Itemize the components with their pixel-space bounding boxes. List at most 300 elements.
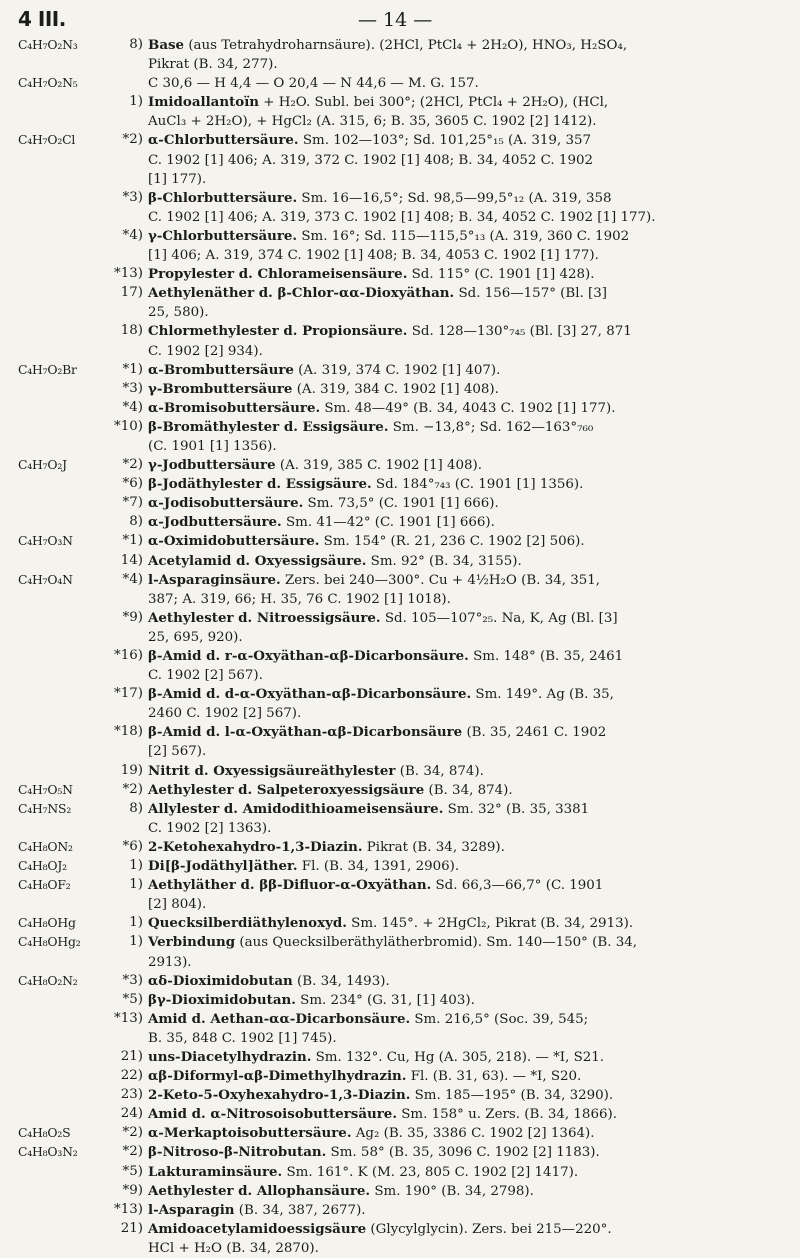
entry-body [106, 647, 788, 666]
compound-name: Lakturaminsäure. [148, 1163, 283, 1180]
entry-line [18, 762, 788, 781]
entry-line [18, 800, 788, 819]
entry-number: 1) [129, 94, 143, 110]
compound-details: Sm. 73,5° (C. 1901 [1] 666). [303, 496, 499, 512]
entry-body [106, 1010, 788, 1029]
entry-body [106, 322, 788, 341]
entry-body [106, 1029, 788, 1048]
compound-details: Sd. 156—157° (Bl. [3] [454, 286, 607, 302]
compound-name: β-Amid d. d-α-Oxyäthan-αβ-Dicarbonsäure. [148, 686, 472, 703]
compound-details: Sm. 145°. + 2HgCl₂, Pikrat (B. 34, 2913). [346, 916, 634, 932]
compound-details: (A. 319, 374 C. 1902 [1] 407). [293, 362, 501, 378]
entry-text [148, 762, 788, 781]
compound-details: Sm. 190° (B. 34, 2798). [370, 1183, 534, 1199]
compound-name: Amid d. Aethan-αα-Dicarbonsäure. [148, 1010, 411, 1027]
compound-name: Base [148, 37, 185, 53]
entry-text [148, 666, 788, 685]
formula-label: C₄H₇O₅N [18, 781, 73, 797]
formula-label: C₄H₈O₂S [18, 1125, 71, 1141]
entry-number: 1) [129, 934, 143, 950]
entry-line [18, 838, 788, 857]
entry-body [106, 399, 788, 418]
entry-line [18, 1163, 788, 1182]
entry-body [106, 953, 788, 972]
entry-body [106, 1086, 788, 1105]
compound-details: Fl. (B. 31, 63). — *I, S20. [406, 1069, 582, 1085]
formula-label: C₄H₈OJ₂ [18, 858, 67, 874]
compound-details: Sm. 32° (B. 35, 3381 [443, 801, 590, 817]
entry-body [106, 380, 788, 399]
entry-number: *7) [122, 495, 143, 511]
entry-body [106, 189, 788, 208]
entry-body [106, 571, 788, 590]
entry-body [106, 590, 788, 609]
compound-name: γ-Jodbuttersäure [148, 457, 276, 474]
entry-body [106, 513, 788, 532]
entry-line [18, 1143, 788, 1162]
compound-details: (B. 34, 1493). [292, 973, 390, 989]
compound-name: αδ-Dioximidobutan [148, 972, 293, 989]
compound-name: β-Amid d. r-α-Oxyäthan-αβ-Dicarbonsäure. [148, 648, 469, 664]
entry-number: *5) [122, 1163, 143, 1179]
entry-number: *13) [114, 266, 143, 282]
entry-text [148, 74, 788, 93]
entry-number [106, 953, 148, 972]
compound-details: 2460 C. 1902 [2] 567). [148, 706, 302, 722]
entry-text [148, 972, 788, 991]
entry-line [18, 1239, 788, 1258]
entry-number: *3) [122, 189, 143, 205]
compound-details: (B. 35, 2461 C. 1902 [462, 725, 607, 741]
entry-text [148, 991, 788, 1010]
entry-line [18, 93, 788, 112]
entry-line [18, 151, 788, 170]
entry-line [18, 36, 788, 55]
compound-details: Sm. 158° u. Zers. (B. 34, 1866). [396, 1107, 617, 1123]
compound-details: Sm. 234° (G. 31, [1] 403). [295, 992, 475, 1008]
entry-text [148, 532, 788, 551]
entry-body [106, 1182, 788, 1201]
entry-number [106, 437, 148, 456]
entry-line [18, 991, 788, 1010]
entry-text [148, 227, 788, 246]
compound-details: Sd. 128—130°₇₄₅ (Bl. [3] 27, 871 [407, 324, 632, 340]
compound-details: Sd. 184°₇₄₃ (C. 1901 [1] 1356). [371, 477, 584, 493]
entry-number [106, 246, 148, 265]
entry-number: *1) [122, 533, 143, 549]
compound-name: β-Jodäthylester d. Essigsäure. [148, 476, 372, 493]
compound-name: α-Chlorbuttersäure. [148, 132, 299, 149]
entry-number: 24) [120, 1106, 143, 1122]
entry-text [148, 914, 788, 933]
entry-number: *2) [122, 457, 143, 473]
entry-line [18, 1124, 788, 1143]
entry-body [106, 93, 788, 112]
formula-label: C₄H₈OF₂ [18, 877, 71, 893]
entry-line [18, 895, 788, 914]
entry-number: 21) [120, 1220, 143, 1236]
formula-label: C₄H₇O₄N [18, 571, 73, 587]
entry-text [148, 1067, 788, 1086]
entry-text [148, 742, 788, 761]
entry-body [106, 1105, 788, 1124]
entry-line [18, 322, 788, 341]
entry-line [18, 609, 788, 628]
formula-label: C₄H₇O₂J [18, 457, 67, 473]
entry-number: *13) [114, 1201, 143, 1217]
entry-text [148, 1029, 788, 1048]
compound-name: α-Bromisobuttersäure. [148, 399, 321, 416]
entry-text [148, 1239, 788, 1258]
entry-text [148, 819, 788, 838]
entry-text [148, 800, 788, 819]
entry-text [148, 1163, 788, 1182]
entry-number [106, 628, 148, 647]
entry-body [106, 494, 788, 513]
entry-body [106, 800, 788, 819]
entry-body [106, 876, 788, 895]
compound-name: β-Chlorbuttersäure. [148, 189, 298, 206]
compound-details: Pikrat (B. 34, 277). [148, 57, 278, 73]
entry-number: 1) [129, 858, 143, 874]
entry-line [18, 590, 788, 609]
entry-line [18, 571, 788, 590]
entry-number: 17) [120, 285, 143, 301]
entry-body [106, 666, 788, 685]
entry-line [18, 953, 788, 972]
entry-body [106, 418, 788, 437]
entry-line [18, 456, 788, 475]
entry-text [148, 1105, 788, 1124]
entry-number: *9) [122, 1182, 143, 1198]
entry-line [18, 494, 788, 513]
entry-text [148, 953, 788, 972]
entry-text [148, 1048, 788, 1067]
entry-line [18, 972, 788, 991]
entry-body [106, 208, 788, 227]
entry-body [106, 361, 788, 380]
entry-line [18, 1067, 788, 1086]
entry-text [148, 55, 788, 74]
entry-line [18, 628, 788, 647]
compound-name: Allylester d. Amidodithioameisensäure. [148, 800, 444, 817]
entry-number: *4) [122, 399, 143, 415]
formula-label: C₄H₈O₂N₂ [18, 972, 78, 988]
compound-details: Sm. 16°; Sd. 115—115,5°₁₃ (A. 319, 360 C. 1902 [297, 228, 630, 244]
entry-body [106, 723, 788, 742]
compound-name: Aethyläther d. ββ-Difluor-α-Oxyäthan. [148, 877, 432, 894]
compound-details: Pikrat (B. 34, 3289). [362, 839, 505, 855]
entry-text [148, 1124, 788, 1143]
entry-body [106, 36, 788, 55]
entry-text [148, 552, 788, 571]
compound-name: α-Brombuttersäure [148, 361, 294, 378]
entry-body [106, 55, 788, 74]
entry-number [106, 170, 148, 189]
compound-details: Sm. 41—42° (C. 1901 [1] 666). [281, 515, 495, 531]
entry-number [106, 342, 148, 361]
compound-details: (B. 34, 874). [424, 782, 513, 798]
entry-text [148, 1182, 788, 1201]
entry-body [106, 628, 788, 647]
compound-name: l-Asparagin [148, 1201, 235, 1218]
entry-text [148, 36, 788, 55]
compound-name: βγ-Dioximidobutan. [148, 991, 296, 1008]
entry-text [148, 704, 788, 723]
entry-text [148, 723, 788, 742]
compound-details: C. 1902 [1] 406; A. 319, 373 C. 1902 [1] 408; B. 34, 4052 C. 1902 [1] 177). [148, 209, 656, 225]
compound-name: α-Merkaptoisobuttersäure. [148, 1125, 352, 1142]
entry-number [106, 704, 148, 723]
entry-line [18, 742, 788, 761]
compound-details: Sm. 92° (B. 34, 3155). [366, 553, 522, 569]
compound-name: l-Asparaginsäure. [148, 571, 281, 588]
compound-details: Sd. 105—107°₂₅. Na, K, Ag (Bl. [3] [380, 610, 618, 626]
entry-line [18, 74, 788, 93]
entry-line [18, 723, 788, 742]
entry-text [148, 322, 788, 341]
compound-details: (aus Quecksilberäthylätherbromid). Sm. 140—150° (B. 34, [235, 935, 638, 951]
entry-body [106, 933, 788, 952]
entry-line [18, 380, 788, 399]
entry-body [106, 265, 788, 284]
entry-number: *17) [114, 686, 143, 702]
page-header [18, 7, 788, 33]
compound-name: β-Bromäthylester d. Essigsäure. [148, 418, 389, 435]
entry-body [106, 1143, 788, 1162]
entry-text [148, 189, 788, 208]
entry-line [18, 170, 788, 189]
entry-line [18, 1105, 788, 1124]
entry-line [18, 914, 788, 933]
compound-name: Nitrit d. Oxyessigsäureäthylester [148, 762, 396, 779]
compound-details: Sm. 132°. Cu, Hg (A. 305, 218). — *I, S21. [311, 1049, 605, 1065]
entry-body [106, 170, 788, 189]
entry-line [18, 1220, 788, 1239]
entry-number: *4) [122, 227, 143, 243]
compound-details: Sm. 154° (R. 21, 236 C. 1902 [2] 506). [319, 534, 585, 550]
entry-number [106, 55, 148, 74]
compound-details: (B. 34, 874). [395, 763, 484, 779]
compound-details: Sd. 115° (C. 1901 [1] 428). [407, 267, 595, 283]
compound-details: HCl + H₂O (B. 34, 2870). [148, 1240, 319, 1256]
entry-body [106, 1067, 788, 1086]
formula-label: C₄H₈O₃N₂ [18, 1144, 78, 1160]
entry-text [148, 781, 788, 800]
compound-name: α-Jodisobuttersäure. [148, 495, 304, 512]
compound-details: C. 1902 [2] 1363). [148, 820, 272, 836]
entry-text [148, 590, 788, 609]
entry-line [18, 418, 788, 437]
entry-text [148, 246, 788, 265]
compound-details: [2] 567). [148, 744, 207, 760]
compound-name: α-Jodbuttersäure. [148, 514, 282, 531]
entry-line [18, 265, 788, 284]
entry-text [148, 1220, 788, 1239]
entry-body [106, 1163, 788, 1182]
entry-line [18, 857, 788, 876]
entry-body [106, 991, 788, 1010]
entry-text [148, 933, 788, 952]
entry-number [106, 112, 148, 131]
entry-number [106, 303, 148, 322]
entry-body [106, 685, 788, 704]
entry-number: 1) [129, 877, 143, 893]
entry-number: *9) [122, 609, 143, 625]
entry-line [18, 666, 788, 685]
entry-body [106, 475, 788, 494]
entry-body [106, 704, 788, 723]
compound-details: Sd. 66,3—66,7° (C. 1901 [431, 878, 604, 894]
entry-line [18, 284, 788, 303]
entry-line [18, 1201, 788, 1220]
entry-text [148, 1010, 788, 1029]
compound-details: Sm. 16—16,5°; Sd. 98,5—99,5°₁₂ (A. 319, 358 [297, 190, 612, 206]
entry-number: *5) [122, 991, 143, 1007]
formula-label: C₄H₇O₂Br [18, 361, 77, 377]
entry-body [106, 456, 788, 475]
entry-text [148, 399, 788, 418]
compound-name: γ-Chlorbuttersäure. [148, 227, 298, 244]
entry-line [18, 781, 788, 800]
entry-number [106, 819, 148, 838]
entry-line [18, 1086, 788, 1105]
entry-number: *2) [122, 781, 143, 797]
compound-name: Aethylester d. Nitroessigsäure. [148, 609, 381, 626]
entry-number: *10) [114, 418, 143, 434]
compound-name: Aethylester d. Salpeteroxyessigsäure [148, 781, 425, 798]
entry-line [18, 437, 788, 456]
entry-number: *2) [122, 1125, 143, 1141]
compound-name: α-Oximidobuttersäure. [148, 533, 320, 550]
compound-name: 2-Keto-5-Oxyhexahydro-1,3-Diazin. [148, 1087, 411, 1104]
compound-name: Chlormethylester d. Propionsäure. [148, 323, 408, 340]
entry-line [18, 704, 788, 723]
entry-body [106, 532, 788, 551]
entry-body [106, 74, 788, 93]
entry-line [18, 532, 788, 551]
entry-text [148, 112, 788, 131]
entry-text [148, 609, 788, 628]
compound-details: Fl. (B. 34, 1391, 2906). [297, 859, 460, 875]
compound-details: Sm. 185—195° (B. 34, 3290). [410, 1088, 614, 1104]
compound-details: [1] 406; A. 319, 374 C. 1902 [1] 408; B. 34, 4053 C. 1902 [1] 177). [148, 248, 599, 264]
compound-details: AuCl₃ + 2H₂O), + HgCl₂ (A. 315, 6; B. 35, 3605 C. 1902 [2] 1412). [148, 114, 597, 130]
entry-text [148, 838, 788, 857]
entry-text [148, 647, 788, 666]
entry-line [18, 933, 788, 952]
entry-text [148, 380, 788, 399]
compound-name: 2-Ketohexahydro-1,3-Diazin. [148, 838, 363, 855]
compound-details: C. 1902 [1] 406; A. 319, 372 C. 1902 [1] 408; B. 34, 4052 C. 1902 [148, 152, 594, 168]
entry-line [18, 1048, 788, 1067]
entry-number: *4) [122, 571, 143, 587]
compound-details: (Glycylglycin). Zers. bei 215—220°. [366, 1221, 612, 1237]
entry-text [148, 685, 788, 704]
entry-body [106, 1124, 788, 1143]
entry-line [18, 55, 788, 74]
entry-text [148, 628, 788, 647]
entry-text [148, 131, 788, 150]
entry-line [18, 361, 788, 380]
entry-line [18, 399, 788, 418]
compound-details: Sm. −13,8°; Sd. 162—163°₇₆₀ [388, 419, 594, 435]
compound-details: 2913). [148, 954, 192, 970]
compound-details: C. 1902 [2] 567). [148, 668, 263, 684]
compound-list [18, 36, 788, 1258]
entry-line [18, 1182, 788, 1201]
compound-details: B. 35, 848 C. 1902 [1] 745). [148, 1030, 337, 1046]
entry-body [106, 284, 788, 303]
entry-body [106, 112, 788, 131]
entry-body [106, 1239, 788, 1258]
entry-body [106, 609, 788, 628]
entry-number: 1) [129, 915, 143, 931]
entry-body [106, 838, 788, 857]
entry-text [148, 151, 788, 170]
entry-line [18, 342, 788, 361]
entry-text [148, 571, 788, 590]
compound-details: [2] 804). [148, 897, 207, 913]
entry-body [106, 342, 788, 361]
entry-number [106, 742, 148, 761]
entry-number: 19) [120, 762, 143, 778]
compound-details: Sm. 148° (B. 35, 2461 [468, 649, 624, 664]
compound-details: Sm. 48—49° (B. 34, 4043 C. 1902 [1] 177). [320, 400, 616, 416]
entry-line [18, 552, 788, 571]
compound-details: Sm. 58° (B. 35, 3096 C. 1902 [2] 1183). [326, 1145, 600, 1161]
entry-number: 8) [129, 800, 143, 816]
entry-line [18, 1010, 788, 1029]
entry-body [106, 972, 788, 991]
entry-number: 8) [129, 37, 143, 52]
entry-number: *16) [114, 648, 143, 663]
entry-text [148, 475, 788, 494]
entry-line [18, 876, 788, 895]
entry-number: 21) [120, 1048, 143, 1064]
entry-line [18, 131, 788, 150]
entry-text [148, 876, 788, 895]
entry-text [148, 208, 788, 227]
compound-name: Imidoallantoïn [148, 94, 260, 111]
entry-body [106, 1201, 788, 1220]
formula-label: C₄H₇O₂Cl [18, 132, 76, 148]
compound-details: (A. 319, 384 C. 1902 [1] 408). [292, 381, 499, 397]
entry-text [148, 494, 788, 513]
compound-details: 387; A. 319, 66; H. 35, 76 C. 1902 [1] 1018). [148, 591, 451, 607]
entry-body [106, 131, 788, 150]
entry-number: *13) [114, 1010, 143, 1026]
compound-details: C 30,6 — H 4,4 — O 20,4 — N 44,6 — M. G. 157. [148, 76, 479, 92]
entry-number: 14) [120, 552, 143, 568]
entry-number [106, 208, 148, 227]
compound-name: Quecksilberdiäthylenoxyd. [148, 915, 347, 932]
entry-body [106, 762, 788, 781]
compound-details: Ag₂ (B. 35, 3386 C. 1902 [2] 1364). [351, 1126, 595, 1142]
entry-text [148, 418, 788, 437]
entry-body [106, 151, 788, 170]
entry-body [106, 552, 788, 571]
compound-name: γ-Brombuttersäure [148, 380, 293, 397]
compound-name: αβ-Diformyl-αβ-Dimethylhydrazin. [148, 1068, 407, 1085]
compound-name: Aethylester d. Allophansäure. [148, 1182, 371, 1199]
compound-details: C. 1902 [2] 934). [148, 343, 263, 359]
formula-label: C₄H₈OHg₂ [18, 934, 81, 950]
entry-number: *3) [122, 380, 143, 396]
entry-body [106, 303, 788, 322]
compound-name: β-Amid d. l-α-Oxyäthan-αβ-Dicarbonsäure [148, 724, 463, 741]
entry-number: 8) [129, 514, 143, 530]
